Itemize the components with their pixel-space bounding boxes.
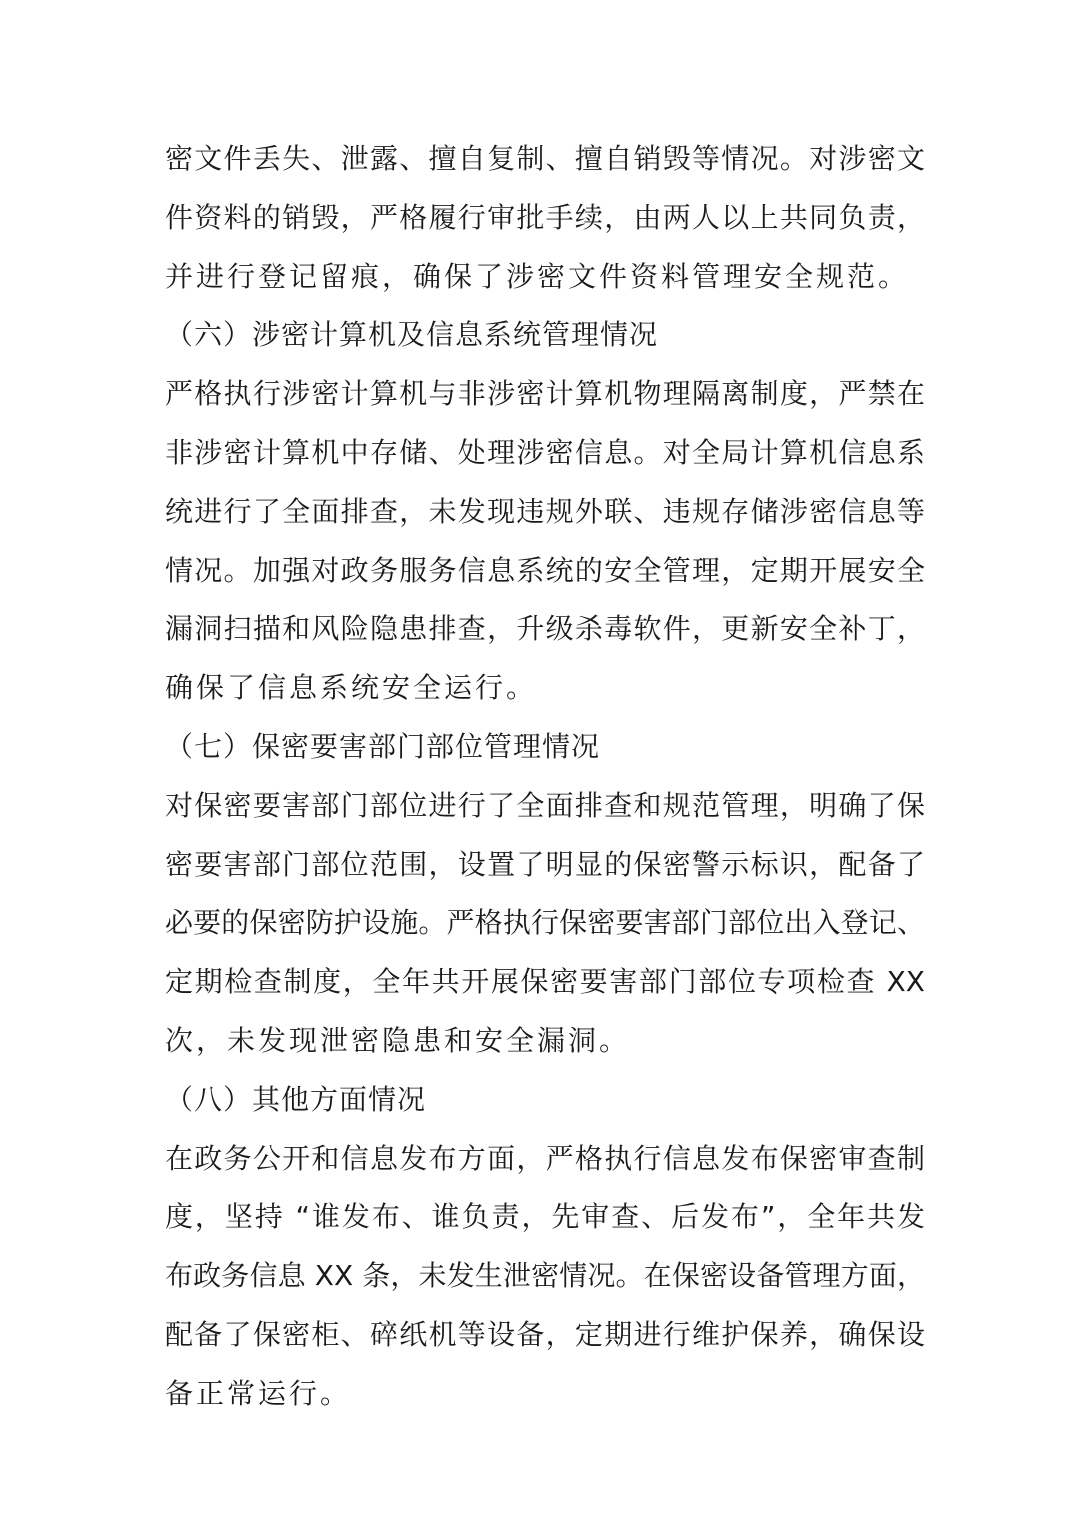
text-line: 严格执行涉密计算机与非涉密计算机物理隔离制度，严禁在	[165, 377, 925, 411]
text-line: 配备了保密柜、碎纸机等设备，定期进行维护保养，确保设	[165, 1317, 925, 1351]
document-body	[165, 130, 925, 1424]
text-line: 非涉密计算机中存储、处理涉密信息。对全局计算机信息系	[165, 435, 925, 469]
text-line: 漏洞扫描和风险隐患排查，升级杀毒软件，更新安全补丁，	[165, 612, 925, 646]
text-line: 确保了信息系统安全运行。	[165, 671, 538, 705]
text-line: 度，坚持 “谁发布、谁负责，先审查、后发布”，全年共发	[165, 1200, 925, 1234]
text-line: 密文件丢失、泄露、擅自复制、擅自销毁等情况。对涉密文	[165, 142, 925, 175]
text-line: 密要害部门部位范围，设置了明显的保密警示标识，配备了	[165, 847, 925, 881]
section-heading-7: （七）保密要害部门部位管理情况	[165, 729, 601, 763]
text-line: 在政务公开和信息发布方面，严格执行信息发布保密审查制	[165, 1141, 925, 1175]
text-line: 对保密要害部门部位进行了全面排查和规范管理，明确了保	[165, 788, 925, 822]
section-heading-8: （八）其他方面情况	[165, 1082, 427, 1116]
text-line: 备正常运行。	[165, 1376, 352, 1410]
text-line: 情况。加强对政务服务信息系统的安全管理，定期开展安全	[165, 553, 925, 587]
text-line: 件资料的销毁，严格履行审批手续，由两人以上共同负责，	[165, 200, 925, 234]
text-line: 布政务信息 XX 条，未发生泄密情况。在保密设备管理方面，	[165, 1259, 925, 1293]
text-line: 统进行了全面排查，未发现违规外联、违规存储涉密信息等	[165, 494, 925, 528]
text-line: 次，未发现泄密隐患和安全漏洞。	[165, 1023, 631, 1057]
text-line: 必要的保密防护设施。严格执行保密要害部门部位出入登记、	[165, 906, 925, 940]
section-heading-6: （六）涉密计算机及信息系统管理情况	[165, 318, 659, 352]
text-line: 定期检查制度，全年共开展保密要害部门部位专项检查 XX	[165, 965, 925, 999]
text-line: 并进行登记留痕，确保了涉密文件资料管理安全规范。	[165, 259, 910, 293]
